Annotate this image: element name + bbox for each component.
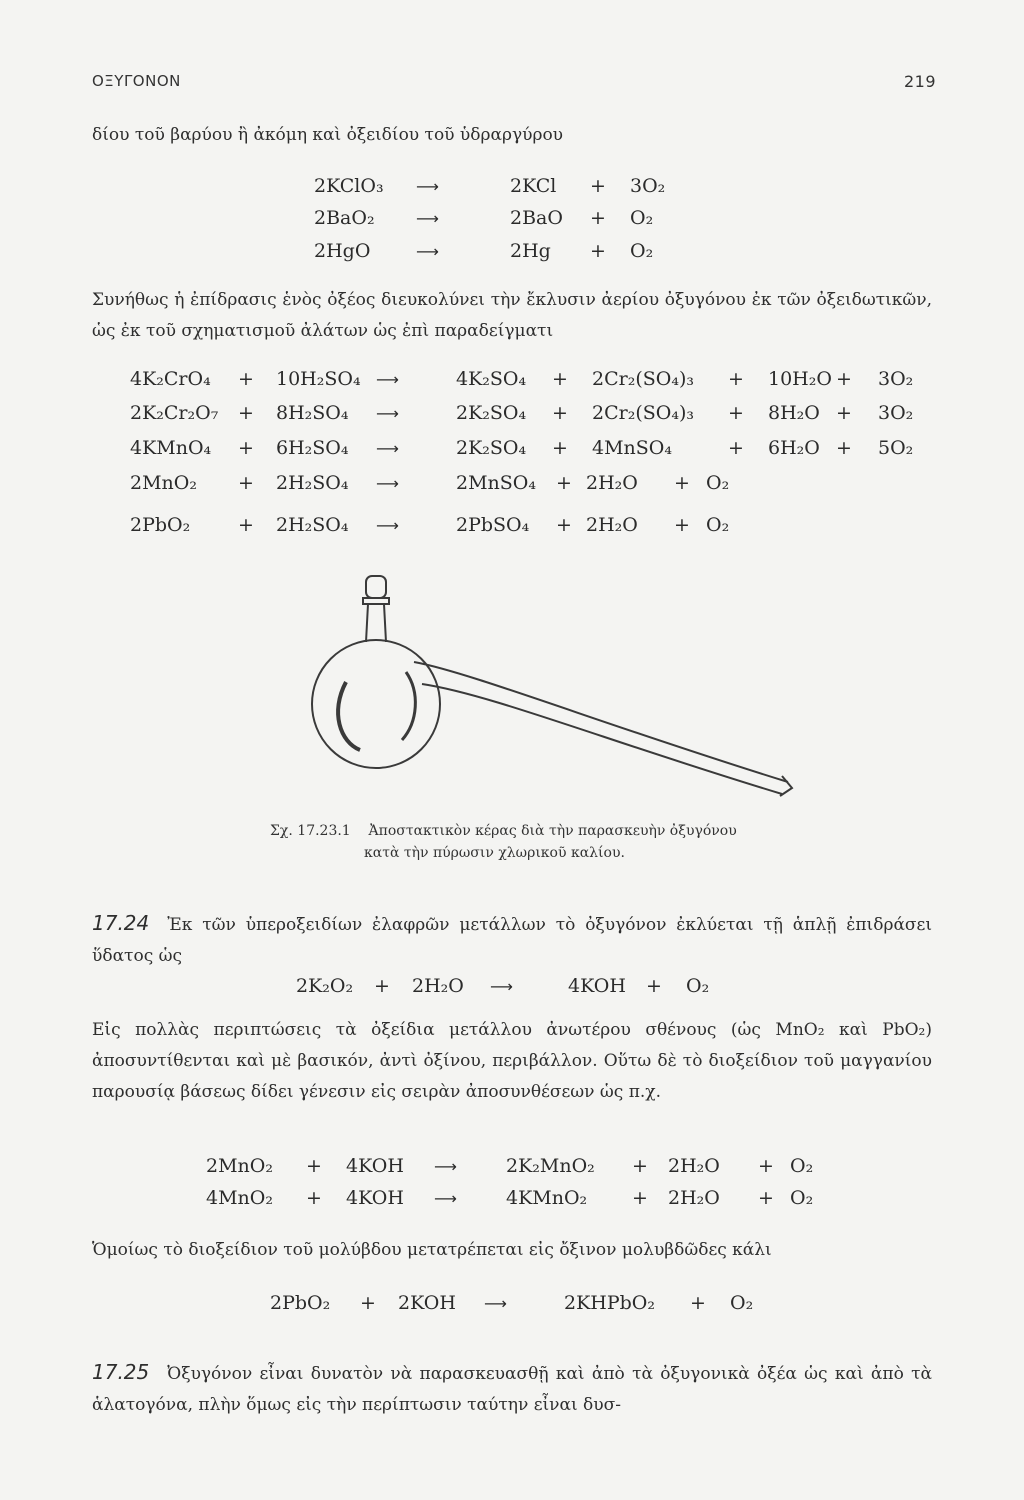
arrow: ⟶ — [434, 1157, 457, 1176]
eq-term: O₂ — [630, 207, 654, 229]
eq-term: 2MnO₂ — [206, 1155, 273, 1177]
eq-term: 2PbO₂ — [270, 1292, 331, 1314]
figure-label: Σχ. 17.23.1 — [270, 823, 351, 839]
eq-term: 2Cr₂(SO₄)₃ — [592, 402, 694, 424]
plus: + — [590, 175, 606, 197]
eq-term: 3O₂ — [878, 368, 914, 390]
plus: + — [556, 514, 572, 536]
plus: + — [552, 437, 568, 459]
eq-term: 2MnO₂ — [130, 472, 197, 494]
eq-term: 10H₂O — [768, 368, 832, 390]
plus: + — [238, 402, 254, 424]
eq-term: 2K₂SO₄ — [456, 402, 527, 424]
plus: + — [728, 368, 744, 390]
eq-term: 2KClO₃ — [314, 175, 384, 197]
plus: + — [836, 402, 852, 424]
eq-term: 4MnSO₄ — [592, 437, 672, 459]
eq-term: O₂ — [706, 472, 730, 494]
section-17-25 — [92, 1357, 932, 1421]
eq-term: 2K₂Cr₂O₇ — [130, 402, 219, 424]
eq-term: 4KOH — [568, 975, 626, 997]
arrow: ⟶ — [490, 977, 513, 996]
paragraph-basic: Εἰς πολλὰς περιπτώσεις τὰ ὀξείδια μετάλλου ἀνωτέρου σθένους (ὡς MnO₂ καὶ PbO₂) ἀποσυντίθενται καὶ μὲ βασικόν, ἀντὶ ὀξίνου, περιβάλλον. Οὕτω δὲ τὸ διοξείδιον τοῦ μαγγανίου παρουσίᾳ βάσεως δίδει γένεσιν εἰς σειρὰν ἀποσυνθέσεων ὡς π.χ. — [92, 1020, 932, 1102]
eq-term: 4KMnO₄ — [130, 437, 212, 459]
eq-term: 5O₂ — [878, 437, 914, 459]
section-number: 17.25 — [92, 1360, 150, 1384]
arrow: ⟶ — [376, 516, 399, 535]
eq-term: 3O₂ — [630, 175, 666, 197]
plus: + — [374, 975, 390, 997]
arrow: ⟶ — [416, 209, 439, 228]
plus: + — [552, 402, 568, 424]
eq-term: 2MnSO₄ — [456, 472, 536, 494]
eq-term: 4KMnO₂ — [506, 1187, 588, 1209]
plus: + — [238, 514, 254, 536]
retort-flask-illustration — [310, 572, 800, 797]
eq-term: 2H₂O — [412, 975, 464, 997]
eq-term: 2K₂SO₄ — [456, 437, 527, 459]
eq-term: 2PbO₂ — [130, 514, 191, 536]
plus: + — [728, 402, 744, 424]
eq-term: 4KOH — [346, 1155, 404, 1177]
plus: + — [306, 1155, 322, 1177]
eq-term: 2Hg — [510, 240, 551, 262]
plus: + — [238, 437, 254, 459]
section-number: 17.24 — [92, 911, 150, 935]
plus: + — [632, 1155, 648, 1177]
intro-line: δίου τοῦ βαρύου ἢ ἀκόμη καὶ ὀξειδίου τοῦ ὑδραργύρου — [92, 125, 564, 145]
page-number: 219 — [903, 72, 936, 91]
eq-term: 2KOH — [398, 1292, 456, 1314]
eq-term: 2BaO — [510, 207, 563, 229]
eq-term: 10H₂SO₄ — [276, 368, 361, 390]
plus: + — [836, 368, 852, 390]
arrow: ⟶ — [376, 474, 399, 493]
eq-term: 2HgO — [314, 240, 371, 262]
arrow: ⟶ — [376, 370, 399, 389]
eq-term: 2KHPbO₂ — [564, 1292, 655, 1314]
section-text: Ἐκ τῶν ὑπεροξειδίων ἐλαφρῶν μετάλλων τὸ ὀξυγόνον ἐκλύεται τῇ ἁπλῇ ἐπιδράσει ὕδατος ὡς — [92, 915, 932, 966]
plus: + — [238, 472, 254, 494]
eq-term: 2KCl — [510, 175, 557, 197]
plus: + — [758, 1155, 774, 1177]
caption-line-2: κατὰ τὴν πύρωσιν χλωρικοῦ καλίου. — [364, 845, 625, 861]
arrow: ⟶ — [434, 1189, 457, 1208]
plus: + — [728, 437, 744, 459]
arrow: ⟶ — [376, 404, 399, 423]
eq-term: 2H₂O — [586, 472, 638, 494]
plus: + — [238, 368, 254, 390]
eq-term: O₂ — [630, 240, 654, 262]
section-text: Ὀξυγόνον εἶναι δυνατὸν νὰ παρασκευασθῇ καὶ ἀπὸ τὰ ὀξυγονικὰ ὀξέα ὡς καὶ ἀπὸ τὰ ἁλατογόνα, πλὴν ὅμως εἰς τὴν περίπτωσιν ταύτην εἶναι δυσ- — [92, 1364, 932, 1415]
arrow: ⟶ — [484, 1294, 507, 1313]
eq-term: 4MnO₂ — [206, 1187, 273, 1209]
eq-term: 6H₂SO₄ — [276, 437, 349, 459]
plus: + — [674, 472, 690, 494]
arrow: ⟶ — [416, 242, 439, 261]
figure-caption — [270, 820, 737, 864]
plus: + — [758, 1187, 774, 1209]
eq-term: 4KOH — [346, 1187, 404, 1209]
eq-term: 3O₂ — [878, 402, 914, 424]
eq-term: 2K₂O₂ — [296, 975, 354, 997]
eq-term: 2H₂O — [668, 1155, 720, 1177]
plus: + — [632, 1187, 648, 1209]
stopper-icon — [366, 576, 386, 598]
eq-term: 2H₂SO₄ — [276, 472, 349, 494]
eq-term: 2K₂MnO₂ — [506, 1155, 595, 1177]
eq-term: 4K₂CrO₄ — [130, 368, 211, 390]
eq-term: 2PbSO₄ — [456, 514, 530, 536]
plus: + — [836, 437, 852, 459]
section-17-24 — [92, 908, 932, 972]
plus: + — [306, 1187, 322, 1209]
eq-term: 2Cr₂(SO₄)₃ — [592, 368, 694, 390]
plus: + — [674, 514, 690, 536]
plus: + — [360, 1292, 376, 1314]
plus: + — [590, 207, 606, 229]
eq-term: 2H₂O — [586, 514, 638, 536]
eq-term: 8H₂O — [768, 402, 820, 424]
eq-term: 2BaO₂ — [314, 207, 375, 229]
eq-term: O₂ — [790, 1155, 814, 1177]
eq-term: 6H₂O — [768, 437, 820, 459]
arrow: ⟶ — [376, 439, 399, 458]
plus: + — [556, 472, 572, 494]
plus: + — [552, 368, 568, 390]
eq-term: O₂ — [730, 1292, 754, 1314]
caption-line-1: Ἀποστακτικὸν κέρας διὰ τὴν παρασκευὴν ὀξυγόνου — [368, 823, 737, 839]
eq-term: O₂ — [790, 1187, 814, 1209]
plus: + — [690, 1292, 706, 1314]
plus: + — [646, 975, 662, 997]
eq-term: 2H₂O — [668, 1187, 720, 1209]
paragraph-acids: Συνήθως ἡ ἐπίδρασις ἑνὸς ὀξέος διευκολύνει τὴν ἔκλυσιν ἀερίου ὀξυγόνου ἐκ τῶν ὀξειδωτικῶν, ὡς ἐκ τοῦ σχηματισμοῦ ἀλάτων ὡς ἐπὶ παραδείγματι — [92, 290, 932, 341]
paragraph-lead: Ὁμοίως τὸ διοξείδιον τοῦ μολύβδου μετατρέπεται εἰς ὄξινον μολυβδῶδες κάλι — [92, 1240, 772, 1260]
eq-term: 8H₂SO₄ — [276, 402, 349, 424]
eq-term: 2H₂SO₄ — [276, 514, 349, 536]
eq-term: O₂ — [686, 975, 710, 997]
arrow: ⟶ — [416, 177, 439, 196]
plus: + — [590, 240, 606, 262]
eq-term: O₂ — [706, 514, 730, 536]
eq-term: 4K₂SO₄ — [456, 368, 527, 390]
running-header: ΟΞΥΓΟΝΟΝ — [92, 72, 181, 90]
